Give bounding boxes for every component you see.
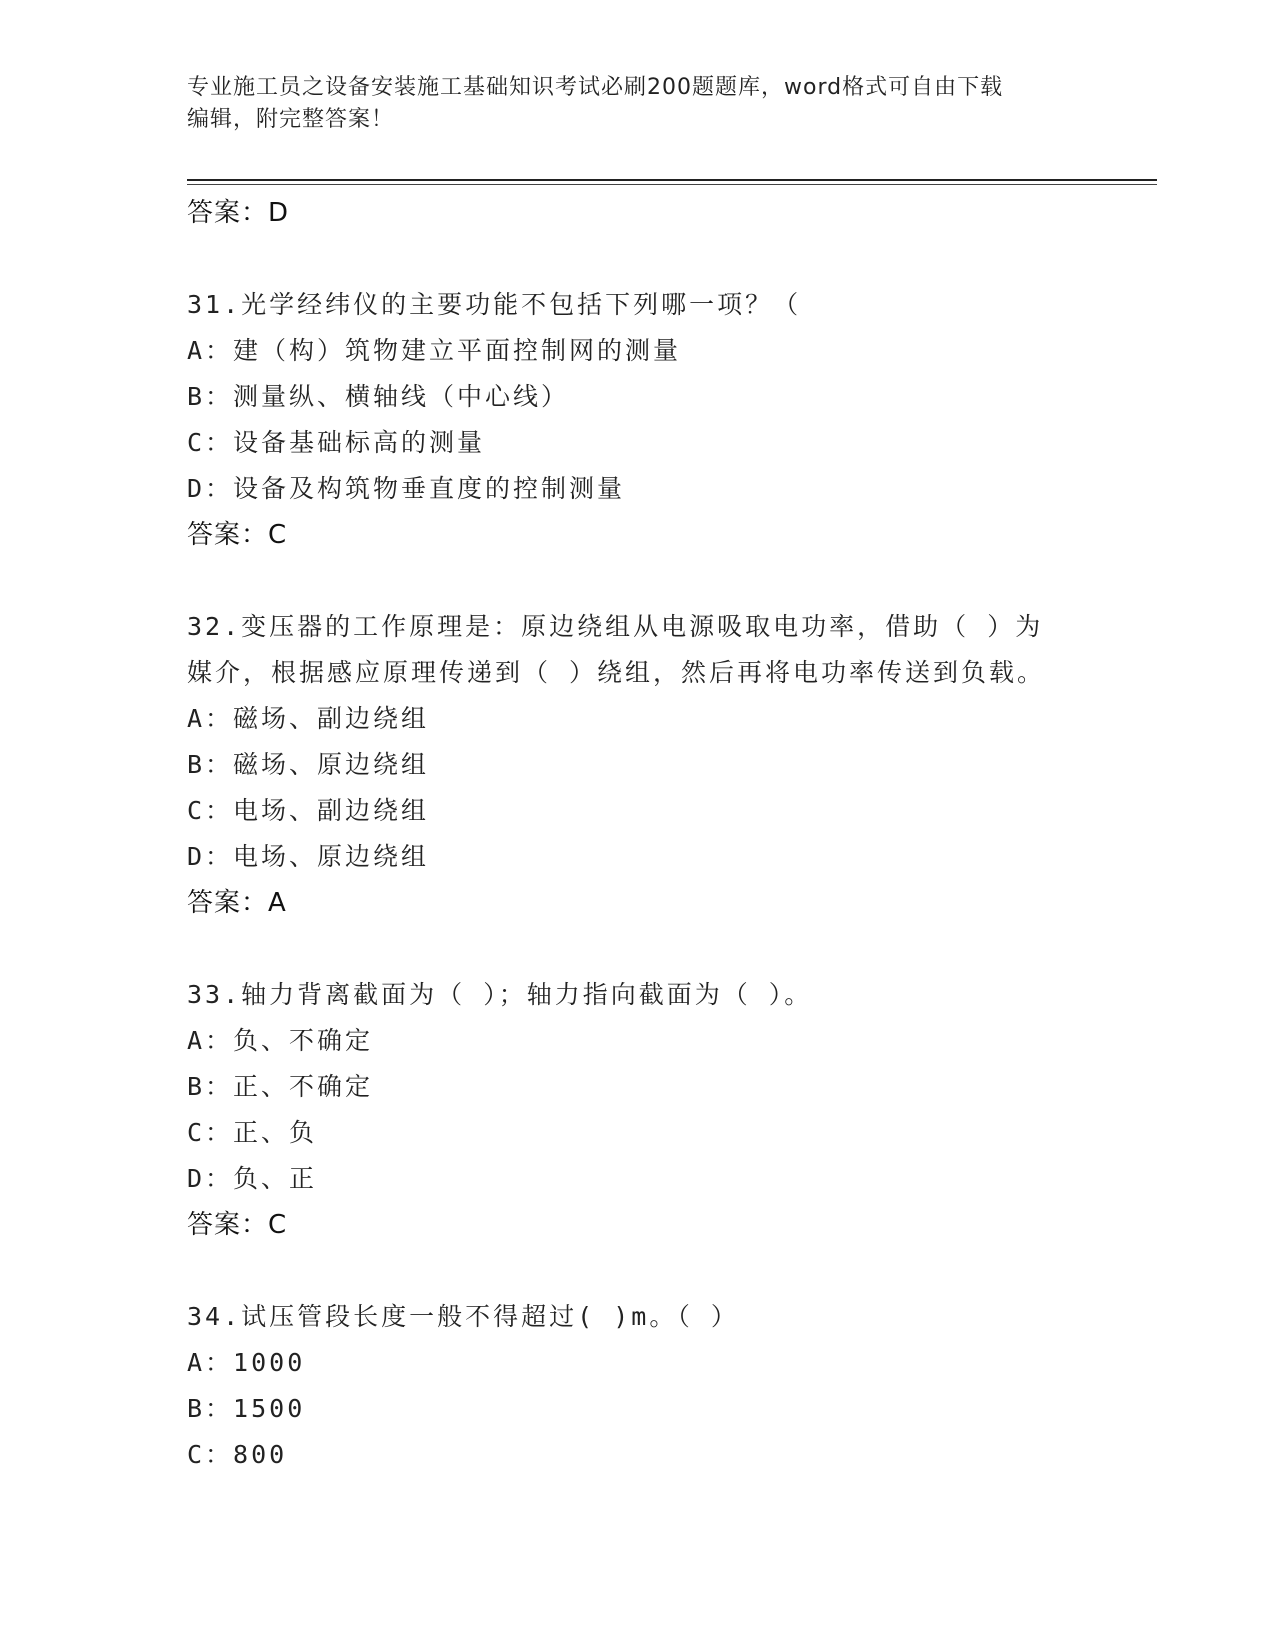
option-b: B：磁场、原边绕组 bbox=[187, 750, 430, 779]
option-c: C：正、负 bbox=[187, 1118, 318, 1147]
header-title-line-2: 编辑，附完整答案！ bbox=[187, 107, 395, 132]
previous-answer: 答案：D bbox=[187, 198, 290, 228]
header-divider-thin bbox=[187, 184, 1157, 185]
question-text: 33.轴力背离截面为（ ）；轴力指向截面为（ ）。 bbox=[187, 980, 813, 1009]
option-d: D：负、正 bbox=[187, 1164, 318, 1193]
spacer bbox=[187, 1248, 1107, 1294]
answer: 答案：A bbox=[187, 888, 287, 918]
spacer bbox=[187, 236, 1107, 282]
option-d: D：设备及构筑物垂直度的控制测量 bbox=[187, 474, 626, 503]
spacer bbox=[187, 558, 1107, 604]
question-32 bbox=[187, 604, 1107, 926]
option-d: D：电场、原边绕组 bbox=[187, 842, 430, 871]
document-body bbox=[187, 190, 1107, 1478]
option-a: A：负、不确定 bbox=[187, 1026, 374, 1055]
option-a: A：磁场、副边绕组 bbox=[187, 704, 430, 733]
option-a: A：1000 bbox=[187, 1348, 306, 1377]
question-text: 34.试压管段长度一般不得超过( )m。（ ） bbox=[187, 1302, 739, 1331]
option-c: C：设备基础标高的测量 bbox=[187, 428, 486, 457]
question-33 bbox=[187, 972, 1107, 1248]
option-b: B：正、不确定 bbox=[187, 1072, 374, 1101]
question-text: 32.变压器的工作原理是：原边绕组从电源吸取电功率，借助（ ）为 bbox=[187, 612, 1044, 641]
spacer bbox=[187, 926, 1107, 972]
option-b: B：测量纵、横轴线（中心线） bbox=[187, 382, 570, 411]
answer: 答案：C bbox=[187, 1210, 288, 1240]
question-text: 31.光学经纬仪的主要功能不包括下列哪一项？（ bbox=[187, 290, 802, 319]
question-text-continued: 媒介，根据感应原理传递到（ ）绕组，然后再将电功率传送到负载。 bbox=[187, 658, 1046, 687]
option-c: C：800 bbox=[187, 1440, 288, 1469]
header-divider-thick bbox=[187, 179, 1157, 181]
question-31 bbox=[187, 282, 1107, 558]
option-c: C：电场、副边绕组 bbox=[187, 796, 430, 825]
answer: 答案：C bbox=[187, 520, 288, 550]
question-34 bbox=[187, 1294, 1107, 1478]
document-header bbox=[187, 72, 1087, 136]
header-title-line-1: 专业施工员之设备安装施工基础知识考试必刷200题题库，word格式可自由下载 bbox=[187, 75, 1004, 100]
option-a: A：建（构）筑物建立平面控制网的测量 bbox=[187, 336, 682, 365]
option-b: B：1500 bbox=[187, 1394, 306, 1423]
